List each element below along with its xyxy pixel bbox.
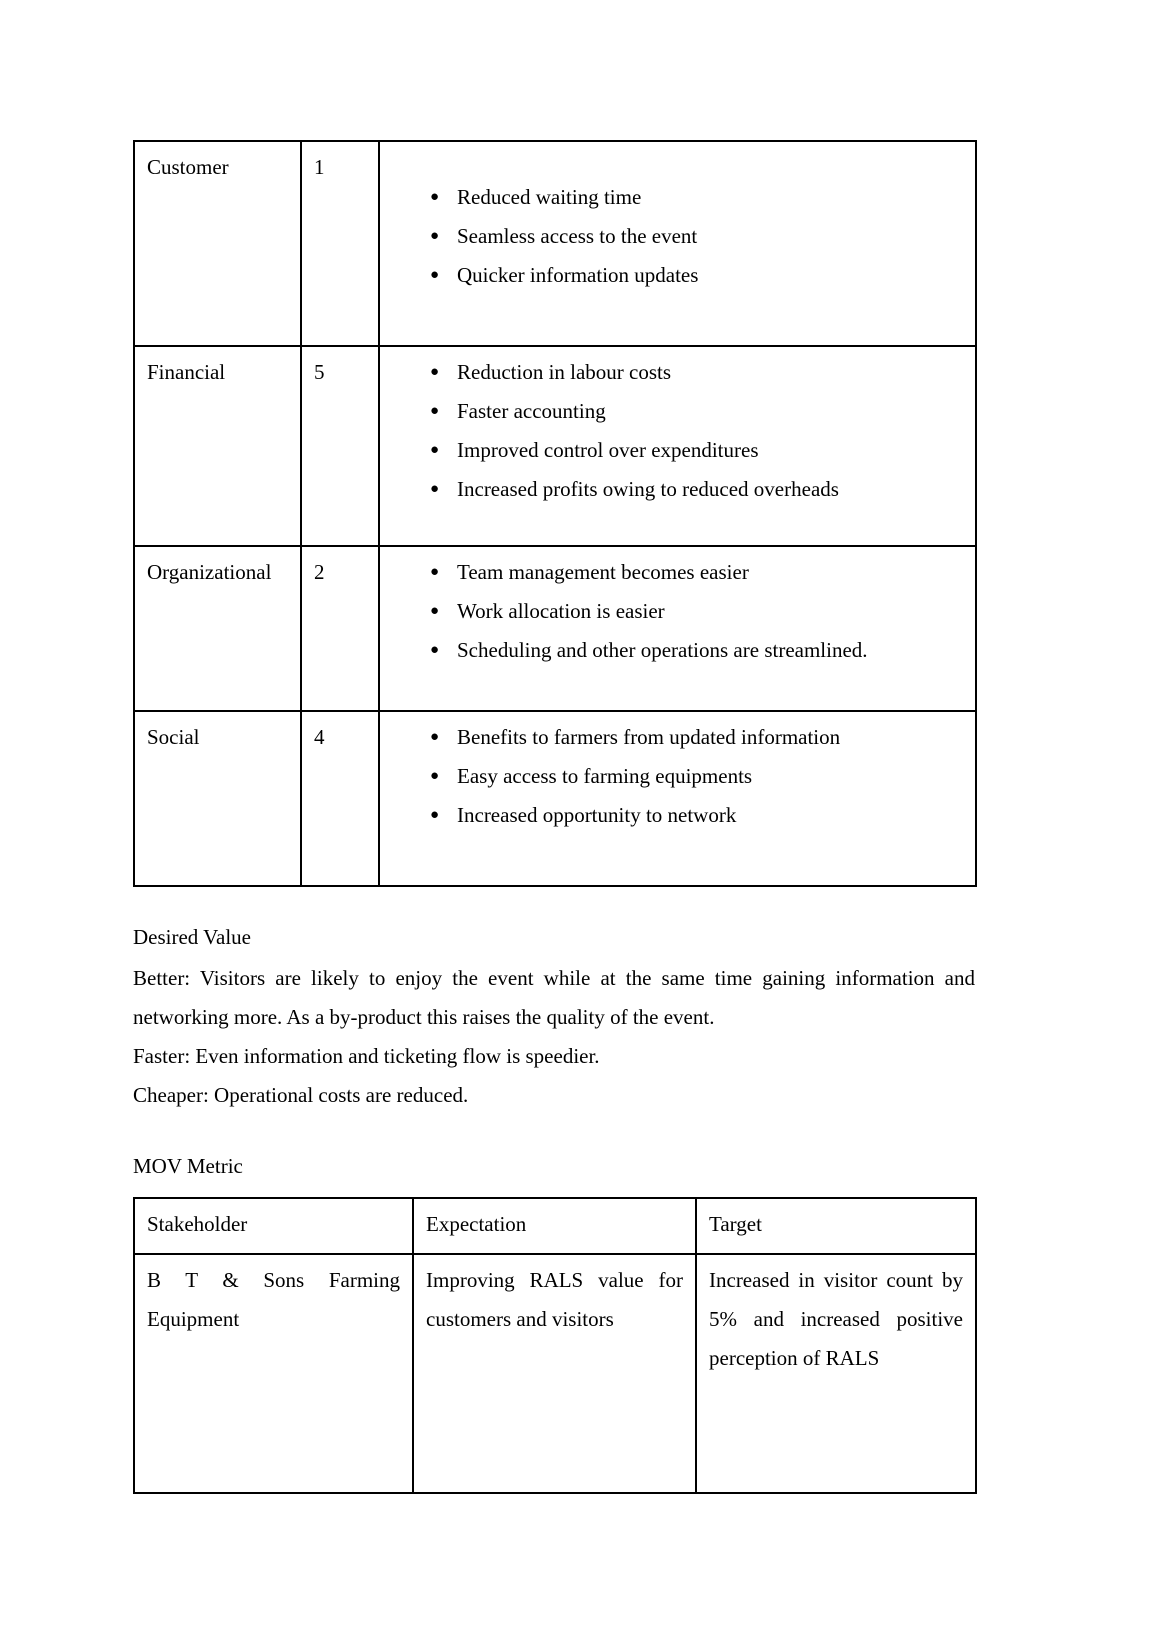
stakeholder-cell: B T & Sons Farming Equipment	[134, 1254, 413, 1493]
rank-cell: 4	[301, 711, 379, 886]
bullet-item	[430, 631, 963, 670]
bullet-item	[430, 553, 963, 592]
benefits-table	[133, 140, 977, 887]
mov-metric-table	[133, 1197, 977, 1494]
bullet-icon: ●	[430, 603, 440, 619]
bullet-item	[430, 470, 963, 509]
rank-cell: 1	[301, 141, 379, 346]
rank-cell: 2	[301, 546, 379, 711]
table-header-row	[134, 1198, 976, 1254]
table-row	[134, 711, 976, 886]
bullet-icon: ●	[430, 481, 440, 497]
table-row	[134, 1254, 976, 1493]
bullet-icon: ●	[430, 189, 440, 205]
mov-metric-heading: MOV Metric	[133, 1154, 243, 1178]
table-row	[134, 141, 976, 346]
bullet-icon: ●	[430, 564, 440, 580]
category-cell: Social	[134, 711, 301, 886]
column-header-expectation: Expectation	[413, 1198, 696, 1254]
column-header-target: Target	[696, 1198, 976, 1254]
bullet-item	[430, 217, 963, 256]
bullet-text: Seamless access to the event	[457, 224, 698, 248]
expectation-cell: Improving RALS value for customers and visitors	[413, 1254, 696, 1493]
benefits-cell	[379, 346, 976, 546]
bullet-icon: ●	[430, 228, 440, 244]
paragraph-faster: Faster: Even information and ticketing flow is speedier.	[133, 1044, 600, 1068]
benefits-cell	[379, 711, 976, 886]
category-cell: Financial	[134, 346, 301, 546]
bullet-list	[430, 353, 963, 509]
paragraph-better: Better: Visitors are likely to enjoy the event while at the same time gaining information and networking more. As a by-product this raises the quality of the event.	[133, 966, 975, 1029]
desired-value-heading: Desired Value	[133, 925, 251, 949]
bullet-icon: ●	[430, 442, 440, 458]
bullet-list	[430, 178, 963, 295]
bullet-item	[430, 353, 963, 392]
paragraph-cheaper: Cheaper: Operational costs are reduced.	[133, 1083, 469, 1107]
bullet-item	[430, 718, 963, 757]
bullet-icon: ●	[430, 364, 440, 380]
bullet-item	[430, 757, 963, 796]
bullet-icon: ●	[430, 768, 440, 784]
column-header-stakeholder: Stakeholder	[134, 1198, 413, 1254]
bullet-icon: ●	[430, 267, 440, 283]
bullet-text: Increased profits owing to reduced overheads	[457, 477, 839, 501]
bullet-item	[430, 431, 963, 470]
target-cell: Increased in visitor count by 5% and increased positive perception of RALS	[696, 1254, 976, 1493]
rank-cell: 5	[301, 346, 379, 546]
category-cell: Organizational	[134, 546, 301, 711]
category-cell: Customer	[134, 141, 301, 346]
bullet-item	[430, 256, 963, 295]
bullet-list	[430, 553, 963, 670]
bullet-text: Scheduling and other operations are streamlined.	[457, 638, 868, 662]
table-row	[134, 546, 976, 711]
bullet-text: Team management becomes easier	[457, 560, 749, 584]
benefits-cell	[379, 546, 976, 711]
bullet-text: Increased opportunity to network	[457, 803, 737, 827]
bullet-item	[430, 592, 963, 631]
bullet-icon: ●	[430, 729, 440, 745]
bullet-item	[430, 392, 963, 431]
bullet-list	[430, 718, 963, 835]
bullet-text: Reduction in labour costs	[457, 360, 672, 384]
table-row	[134, 346, 976, 546]
page-content	[133, 140, 975, 1494]
bullet-icon: ●	[430, 642, 440, 658]
bullet-text: Work allocation is easier	[457, 599, 665, 623]
bullet-text: Quicker information updates	[457, 263, 699, 287]
desired-value-paragraphs	[133, 959, 975, 1115]
bullet-text: Improved control over expenditures	[457, 438, 759, 462]
bullet-icon: ●	[430, 403, 440, 419]
bullet-item	[430, 796, 963, 835]
bullet-icon: ●	[430, 807, 440, 823]
benefits-cell	[379, 141, 976, 346]
bullet-item	[430, 178, 963, 217]
bullet-text: Faster accounting	[457, 399, 606, 423]
bullet-text: Easy access to farming equipments	[457, 764, 753, 788]
bullet-text: Benefits to farmers from updated information	[457, 725, 841, 749]
bullet-text: Reduced waiting time	[457, 185, 642, 209]
